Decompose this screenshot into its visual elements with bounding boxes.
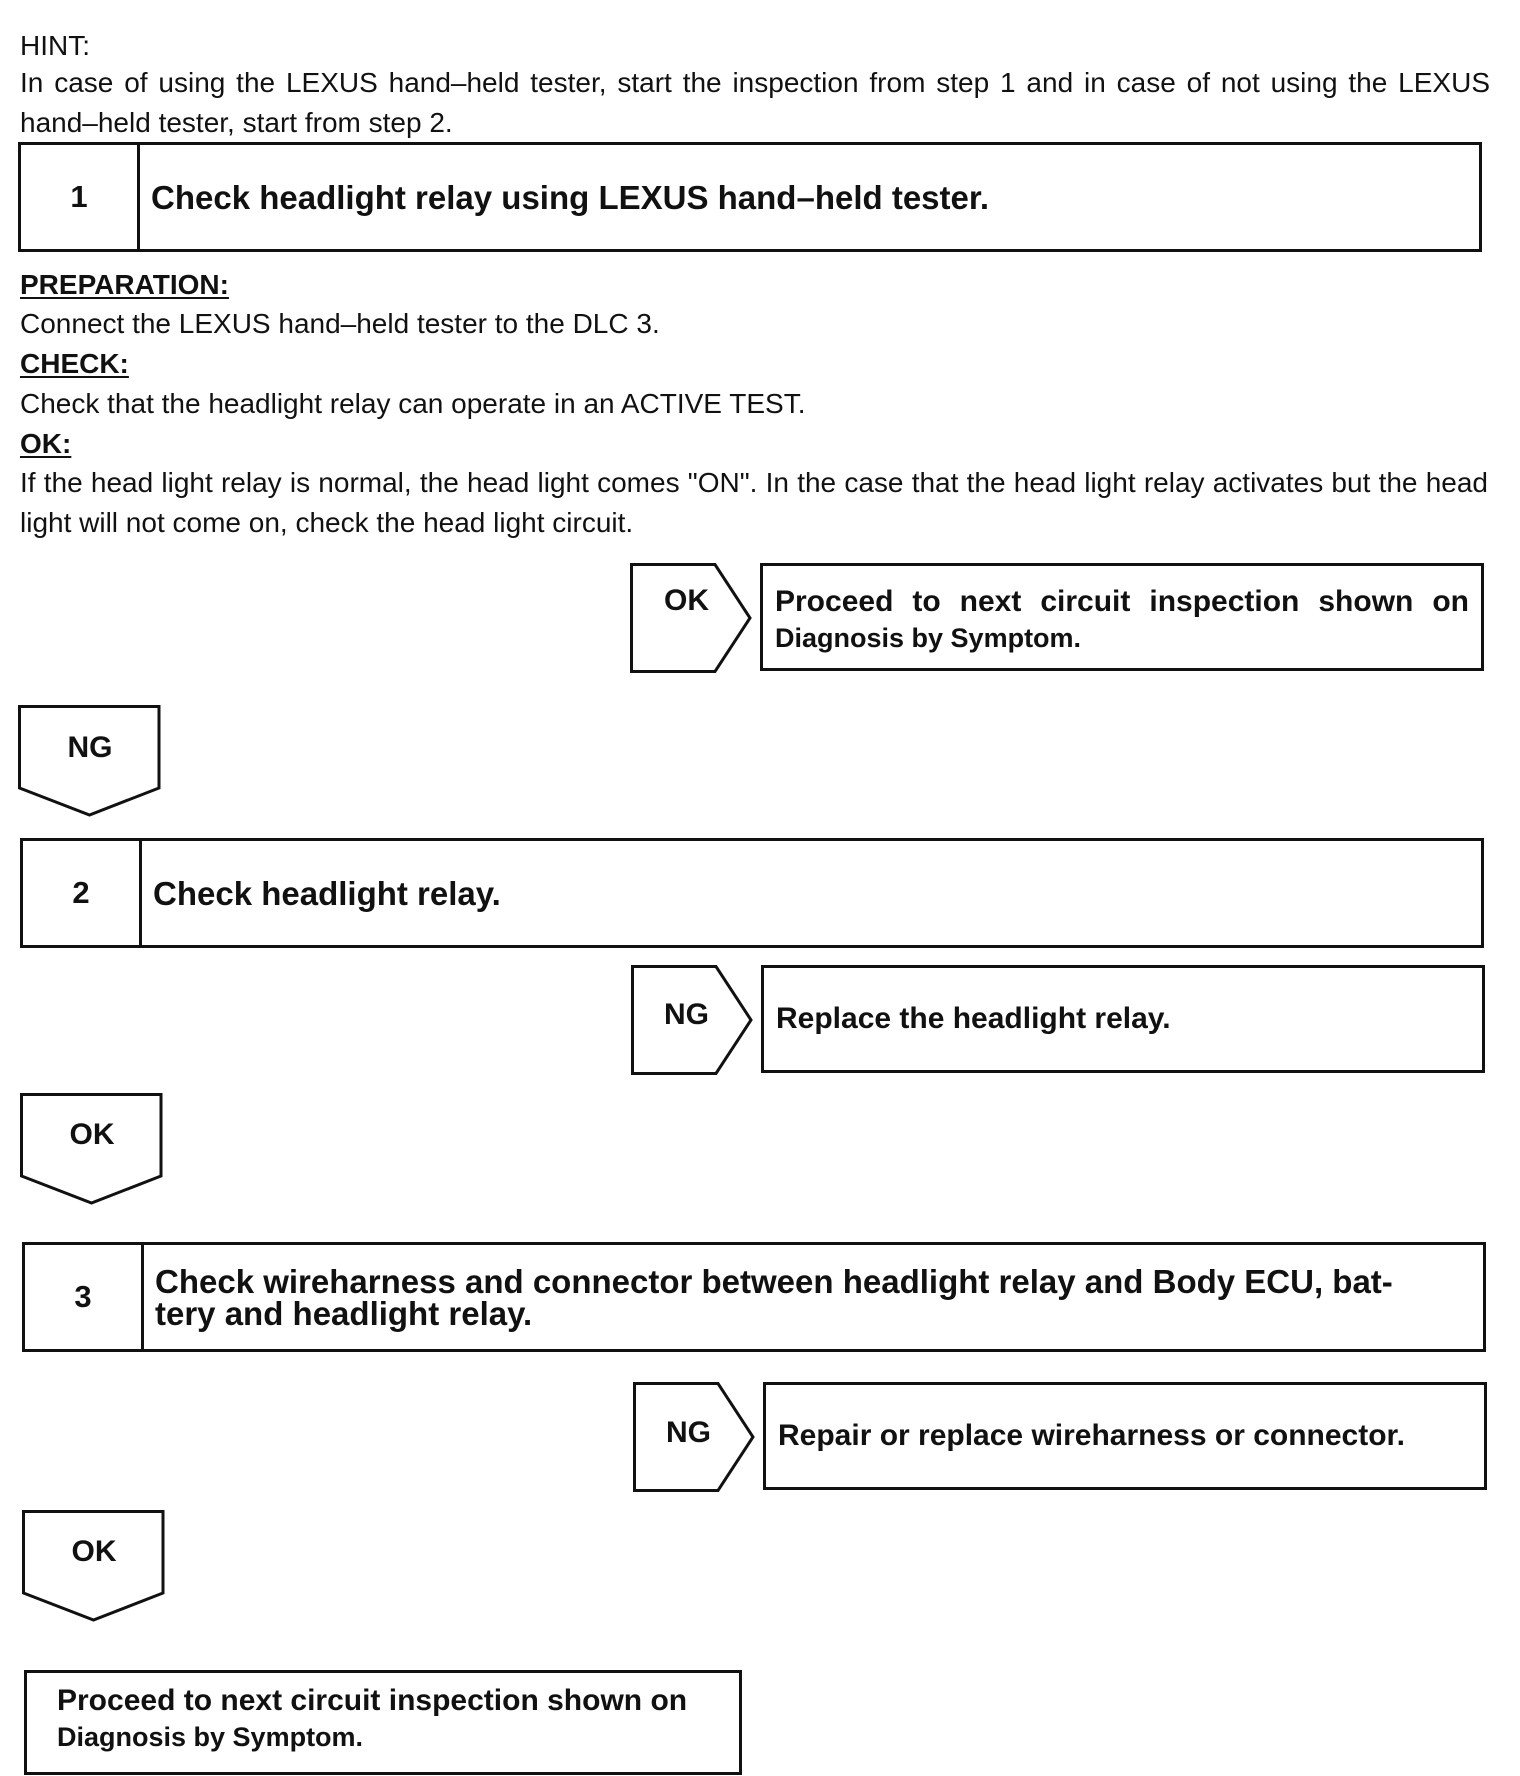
step-1-ok-result-box: [760, 563, 1484, 671]
check-text: Check that the headlight relay can operate in an ACTIVE TEST.: [20, 388, 806, 419]
preparation-text: Connect the LEXUS hand–held tester to the DLC 3.: [20, 308, 660, 339]
step-3-ng-result: Repair or replace wireharness or connector.: [763, 1382, 1487, 1490]
step-2-title: Check headlight relay.: [153, 874, 501, 912]
step-3-title-line2: tery and headlight relay.: [155, 1295, 533, 1332]
step-3-title-line1: Check wireharness and connector between headlight relay and Body ECU, bat-: [155, 1263, 1393, 1300]
step-1-box: [18, 142, 1482, 252]
step-3-title: [155, 1245, 1469, 1349]
step-2-ng-branch-label: NG: [664, 998, 709, 1031]
step-2-ng-result: Replace the headlight relay.: [761, 965, 1485, 1073]
step-2-down-label: OK: [69, 1118, 115, 1151]
step-1-ok-branch-label: OK: [664, 584, 709, 617]
ok-criteria-label: OK:: [20, 428, 72, 459]
hint-label: HINT:: [20, 30, 90, 61]
step-3-ng-branch-label: NG: [666, 1416, 711, 1449]
step-1-down-label: NG: [67, 731, 113, 764]
step-1-number: 1: [21, 145, 140, 249]
step-3-down-label: OK: [71, 1535, 117, 1568]
preparation-label: PREPARATION:: [20, 269, 229, 300]
step-1-title: Check headlight relay using LEXUS hand–held tester.: [151, 178, 990, 216]
step-3-number: 3: [25, 1245, 144, 1349]
check-label: CHECK:: [20, 348, 129, 379]
ok-right-arrow-shape: [630, 563, 752, 673]
step-1-ok-result-line1: Proceed to next circuit inspection shown on: [775, 585, 1469, 618]
final-result-line2: Diagnosis by Symptom.: [57, 1722, 364, 1752]
final-result-line1: Proceed to next circuit inspection shown on: [57, 1684, 688, 1717]
step-2-box: [20, 838, 1484, 948]
step-2-number: 2: [23, 841, 142, 945]
final-result-box: [24, 1670, 742, 1775]
ok-criteria-text: If the head light relay is normal, the head light comes "ON". In the case that the head light relay activates but the head light will not come on, check the head light circuit.: [20, 467, 1488, 538]
step-1-ok-result-line2: Diagnosis by Symptom.: [775, 623, 1082, 653]
hint-text: In case of using the LEXUS hand–held tester, start the inspection from step 1 and in case of not using the LEXUS hand–held tester, start from step 2.: [20, 67, 1490, 138]
step-3-box: [22, 1242, 1486, 1352]
